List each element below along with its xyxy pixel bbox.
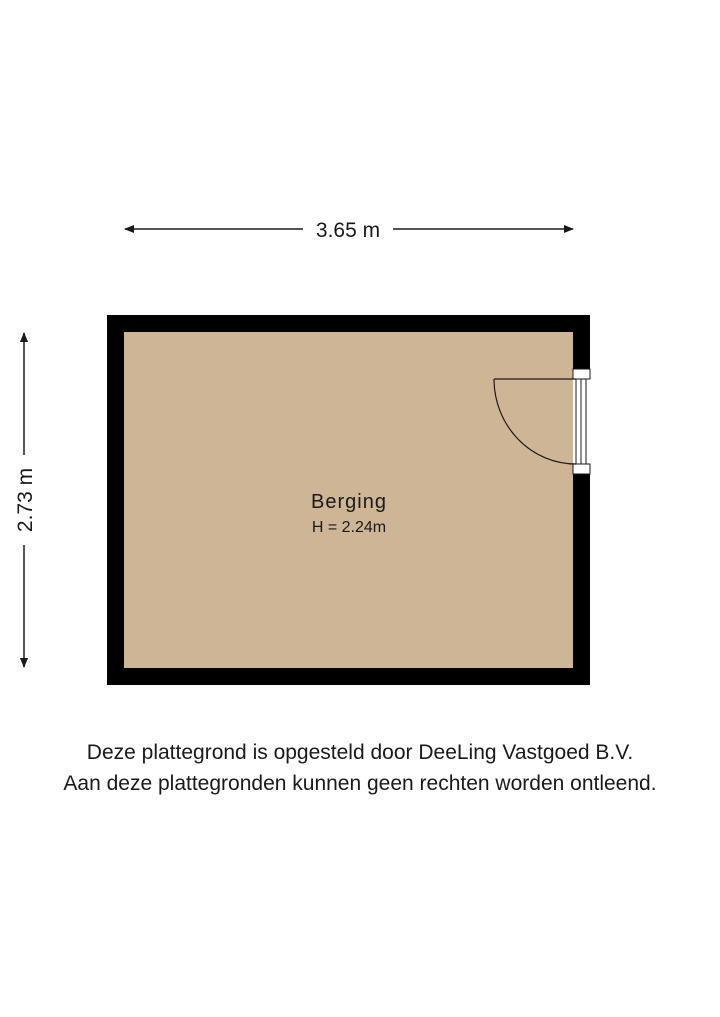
wall-bottom <box>107 668 590 685</box>
room-height: H = 2.24m <box>311 519 387 536</box>
width-dimension-label: 3.65 m <box>315 219 381 242</box>
wall-right-upper <box>573 315 590 369</box>
door-jamb-bottom <box>573 464 590 474</box>
height-dimension-label: 2.73 m <box>14 467 37 533</box>
disclaimer-line-2: Aan deze plattegronden kunnen geen rechten worden ontleend. <box>63 772 657 795</box>
disclaimer-line-1: Deze plattegrond is opgesteld door DeeLing Vastgoed B.V. <box>86 741 634 764</box>
width-dimension <box>125 219 573 242</box>
wall-right-lower <box>573 474 590 685</box>
door-jamb-top <box>573 369 590 379</box>
wall-top <box>107 315 590 332</box>
room-name: Berging <box>311 491 387 513</box>
height-dimension <box>14 333 37 667</box>
wall-left <box>107 315 124 685</box>
